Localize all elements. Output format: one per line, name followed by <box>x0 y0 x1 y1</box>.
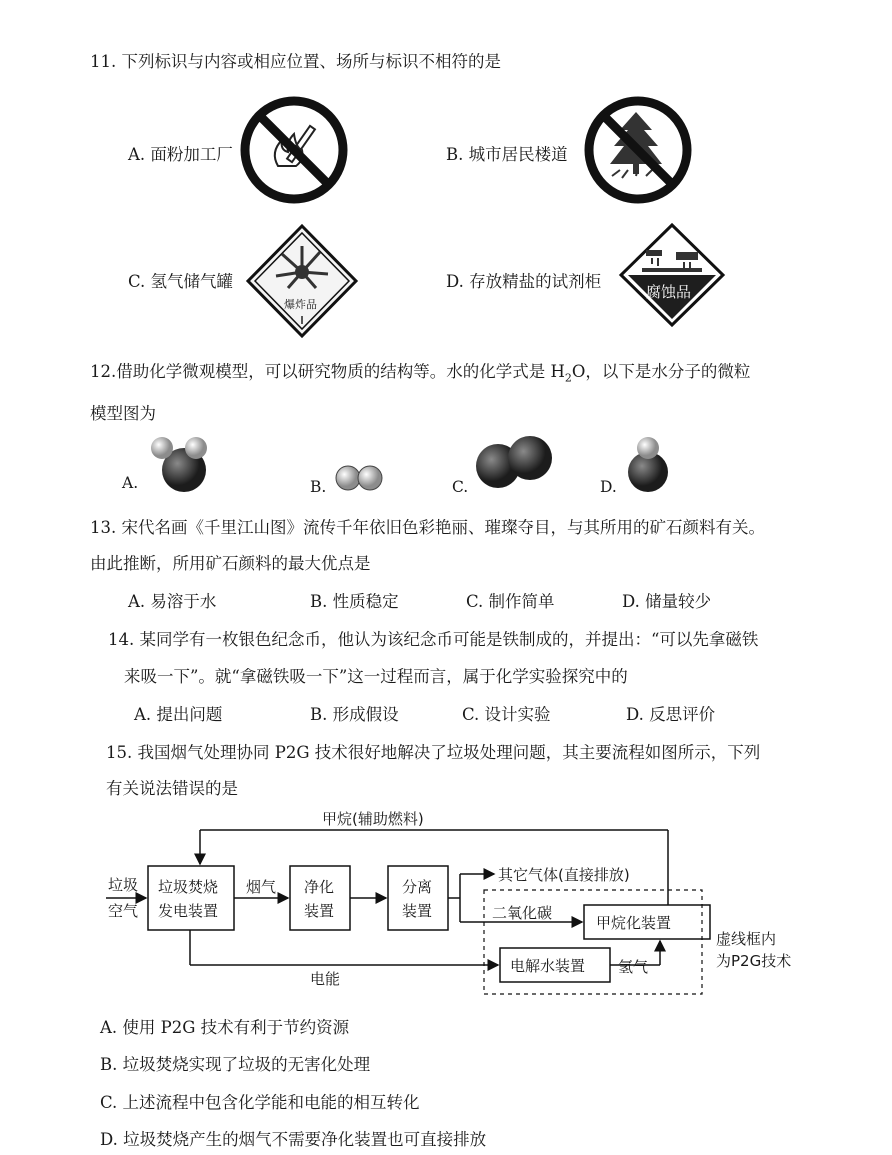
q13-option-d: D. 储量较少 <box>622 592 712 611</box>
flue-gas-label: 烟气 <box>246 878 277 896</box>
q15-option-a: A. 使用 P2G 技术有利于节约资源 <box>100 1018 350 1037</box>
molecule-model-c <box>474 432 556 492</box>
separator-box-line2: 装置 <box>402 902 433 920</box>
no-fire-sign-icon <box>238 94 350 206</box>
incinerator-box-line1: 垃圾焚烧 <box>158 878 219 896</box>
methane-label: 甲烷(辅助燃料) <box>322 810 424 828</box>
p2g-note-line2: 为P2G技术 <box>716 952 792 970</box>
q11-stem: 11. 下列标识与内容或相应位置、场所与标识不相符的是 <box>90 52 501 71</box>
q15-stem-line2: 有关说法错误的是 <box>106 779 238 798</box>
p2g-flow-diagram <box>100 808 800 1008</box>
input-air-label: 空气 <box>108 902 139 920</box>
electricity-label: 电能 <box>310 970 341 988</box>
q13-option-a: A. 易溶于水 <box>128 592 217 611</box>
q15-stem-line1: 15. 我国烟气处理协同 P2G 技术很好地解决了垃圾处理问题，其主要流程如图所示，下列 <box>106 743 761 762</box>
purifier-box-line2: 装置 <box>304 902 335 920</box>
explosive-sign <box>244 222 360 340</box>
q11-option-a: A. 面粉加工厂 <box>128 145 233 164</box>
corrosive-icon <box>618 222 726 328</box>
explosive-sign-label: 爆炸品 <box>284 298 317 311</box>
q14-option-c: C. 设计实验 <box>462 705 551 724</box>
input-garbage-label: 垃圾 <box>108 876 139 894</box>
q13-option-b: B. 性质稳定 <box>310 592 399 611</box>
explosion-icon <box>244 222 360 340</box>
q15-option-b: B. 垃圾焚烧实现了垃圾的无害化处理 <box>100 1055 371 1074</box>
q12-stem-line2: 模型图为 <box>90 404 156 423</box>
no-logging-sign-icon <box>582 94 694 206</box>
q13-stem-line1: 13. 宋代名画《千里江山图》流传千年依旧色彩艳丽、璀璨夺目，与其所用的矿石颜料有关。 <box>90 518 765 537</box>
q14-stem-line1: 14. 某同学有一枚银色纪念币，他认为该纪念币可能是铁制成的，并提出：“可以先拿磁铁 <box>108 630 759 649</box>
q11-option-d: D. 存放精盐的试剂柜 <box>446 272 602 291</box>
q12-label-b: B. <box>310 478 327 496</box>
separator-box-line1: 分离 <box>402 878 433 896</box>
q12-label-d: D. <box>600 478 617 496</box>
q14-option-a: A. 提出问题 <box>134 705 223 724</box>
q13-option-c: C. 制作简单 <box>466 592 555 611</box>
purifier-box-line1: 净化 <box>304 878 335 896</box>
q15-option-c: C. 上述流程中包含化学能和电能的相互转化 <box>100 1093 420 1112</box>
molecule-model-d <box>624 434 674 494</box>
corrosive-sign <box>618 222 726 328</box>
methanation-box: 甲烷化装置 <box>596 914 672 932</box>
molecule-model-b <box>334 462 386 494</box>
q13-stem-line2: 由此推断，所用矿石颜料的最大优点是 <box>90 554 371 573</box>
co2-label: 二氧化碳 <box>492 904 553 922</box>
q14-option-d: D. 反思评价 <box>626 705 716 724</box>
molecule-model-a <box>148 434 214 496</box>
q12-stem-subscript: 2 <box>564 371 572 385</box>
q14-stem-line2: 来吸一下”。就“拿磁铁吸一下”这一过程而言，属于化学实验探究中的 <box>124 667 628 686</box>
q11-option-c: C. 氢气储气罐 <box>128 272 234 291</box>
q12-stem-part-b: O，以下是水分子的微粒 <box>571 362 751 381</box>
q14-option-b: B. 形成假设 <box>310 705 399 724</box>
p2g-note-line1: 虚线框内 <box>716 930 777 948</box>
incinerator-box-line2: 发电装置 <box>158 902 219 920</box>
q12-stem-part-a: 12.借助化学微观模型，可以研究物质的结构等。水的化学式是 H <box>90 362 565 381</box>
q11-option-b: B. 城市居民楼道 <box>446 145 568 164</box>
q12-label-c: C. <box>452 478 469 496</box>
corrosive-sign-label: 腐蚀品 <box>646 283 692 301</box>
hydrogen-label: 氢气 <box>618 958 649 976</box>
q12-label-a: A. <box>122 474 139 492</box>
electrolysis-box: 电解水装置 <box>510 957 586 975</box>
q15-option-d: D. 垃圾焚烧产生的烟气不需要净化装置也可直接排放 <box>100 1130 487 1149</box>
q12-stem-line1 <box>90 358 750 384</box>
other-gas-label: 其它气体(直接排放) <box>498 866 630 884</box>
